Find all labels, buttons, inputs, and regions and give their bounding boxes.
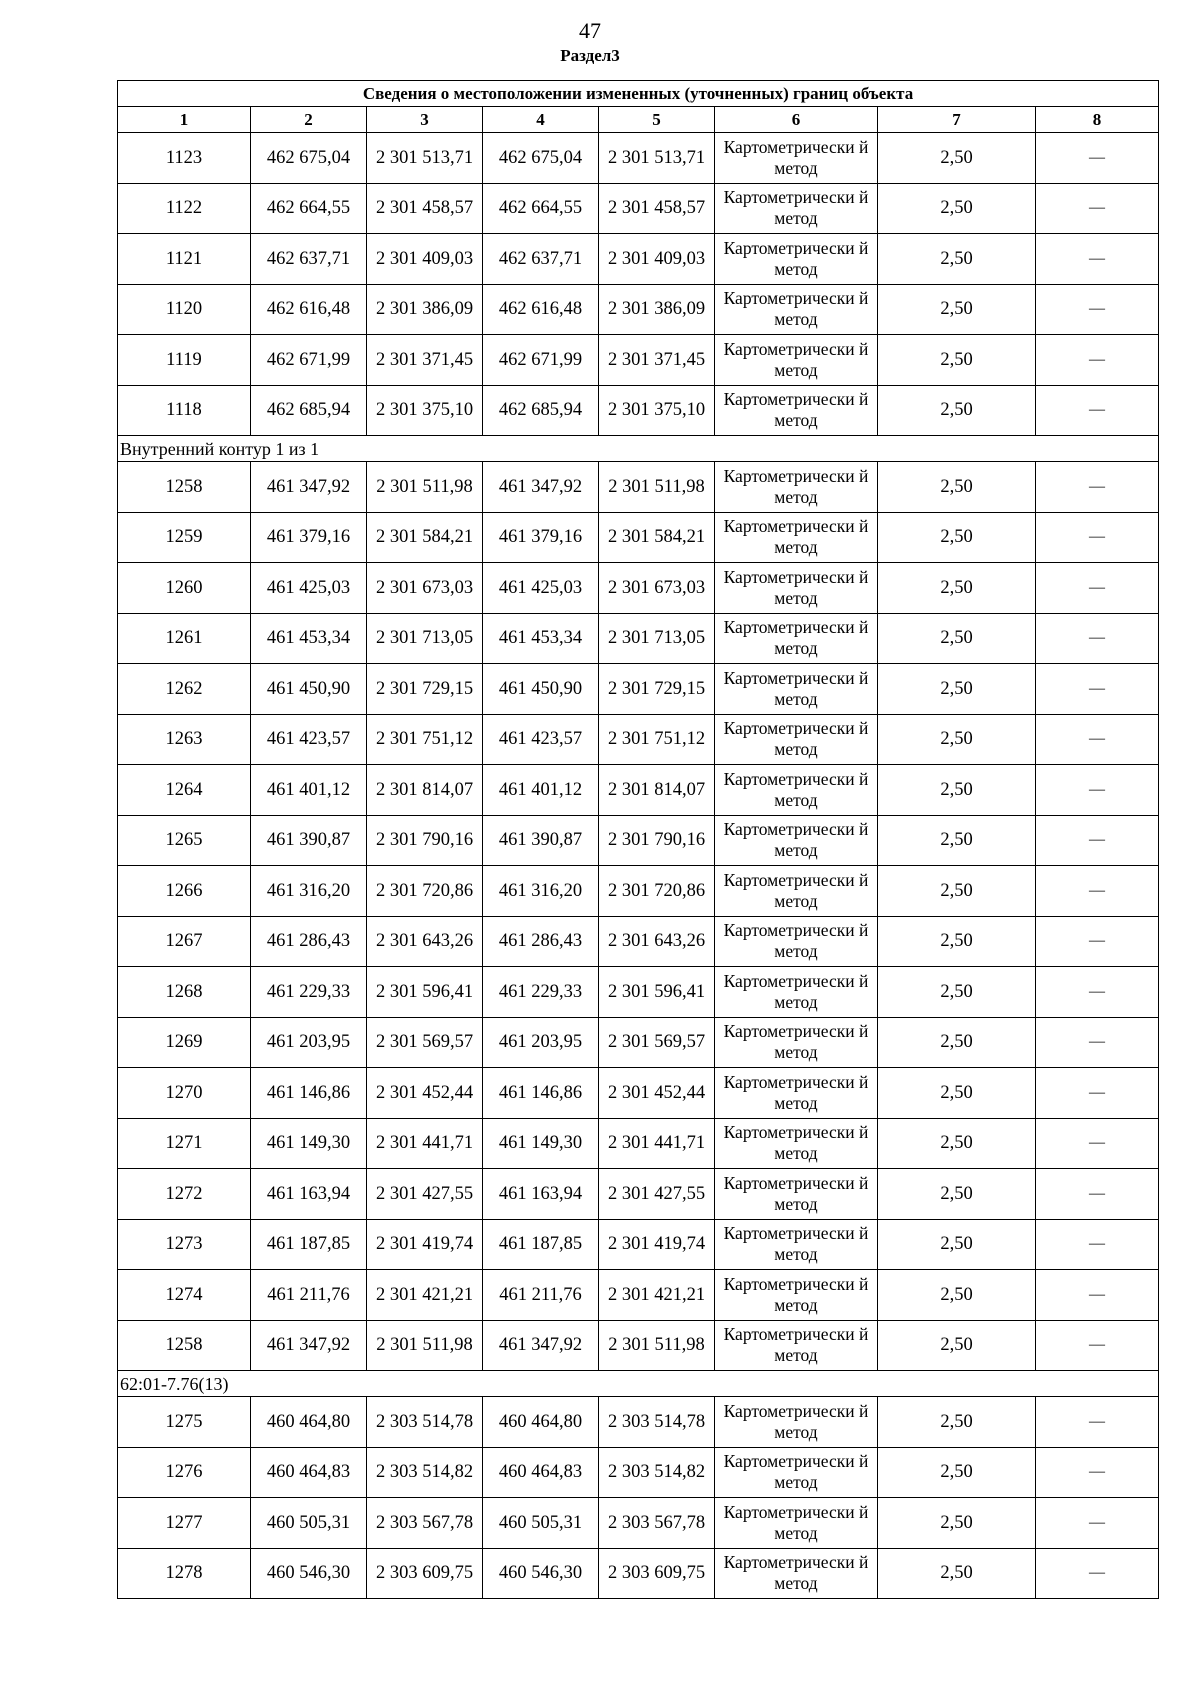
table-row <box>118 512 1159 563</box>
point-number-cell: 1262 <box>118 664 251 715</box>
y-coordinate-cell: 2 301 386,09 <box>367 284 483 335</box>
y-coordinate-cell: 2 301 569,57 <box>367 1017 483 1068</box>
y-coordinate-cell: 2 301 421,21 <box>367 1270 483 1321</box>
description-cell: — <box>1036 284 1159 335</box>
x-coordinate-cell: 461 401,12 <box>251 765 367 816</box>
column-number-row <box>118 107 1159 133</box>
method-cell: Картометрически й метод <box>715 916 878 967</box>
precision-cell: 2,50 <box>878 1068 1036 1119</box>
table-row <box>118 1270 1159 1321</box>
description-cell: — <box>1036 613 1159 664</box>
x-coordinate-new-cell: 460 464,80 <box>483 1397 599 1448</box>
table-row <box>118 1498 1159 1549</box>
x-coordinate-new-cell: 460 546,30 <box>483 1548 599 1599</box>
table-row <box>118 563 1159 614</box>
method-cell: Картометрически й метод <box>715 1068 878 1119</box>
table-row <box>118 664 1159 715</box>
y-coordinate-cell: 2 301 409,03 <box>367 234 483 285</box>
table-body <box>118 133 1159 1599</box>
column-number: 6 <box>715 107 878 133</box>
table-row <box>118 765 1159 816</box>
method-cell: Картометрически й метод <box>715 664 878 715</box>
y-coordinate-cell: 2 301 441,71 <box>367 1118 483 1169</box>
description-cell: — <box>1036 1270 1159 1321</box>
table-row <box>118 815 1159 866</box>
table-row <box>118 1219 1159 1270</box>
x-coordinate-new-cell: 461 347,92 <box>483 462 599 513</box>
method-cell: Картометрически й метод <box>715 1397 878 1448</box>
description-cell: — <box>1036 133 1159 184</box>
x-coordinate-cell: 461 146,86 <box>251 1068 367 1119</box>
x-coordinate-new-cell: 461 425,03 <box>483 563 599 614</box>
x-coordinate-new-cell: 462 616,48 <box>483 284 599 335</box>
precision-cell: 2,50 <box>878 1320 1036 1371</box>
y-coordinate-cell: 2 301 814,07 <box>367 765 483 816</box>
x-coordinate-cell: 461 425,03 <box>251 563 367 614</box>
x-coordinate-new-cell: 461 286,43 <box>483 916 599 967</box>
method-cell: Картометрически й метод <box>715 866 878 917</box>
page-number: 47 <box>579 18 601 43</box>
x-coordinate-cell: 461 347,92 <box>251 462 367 513</box>
x-coordinate-cell: 460 464,83 <box>251 1447 367 1498</box>
method-cell: Картометрически й метод <box>715 462 878 513</box>
y-coordinate-cell: 2 301 596,41 <box>367 967 483 1018</box>
y-coordinate-new-cell: 2 301 814,07 <box>599 765 715 816</box>
description-cell: — <box>1036 1397 1159 1448</box>
point-number-cell: 1264 <box>118 765 251 816</box>
table-row <box>118 183 1159 234</box>
x-coordinate-new-cell: 461 347,92 <box>483 1320 599 1371</box>
y-coordinate-cell: 2 301 729,15 <box>367 664 483 715</box>
x-coordinate-new-cell: 461 149,30 <box>483 1118 599 1169</box>
x-coordinate-new-cell: 460 464,83 <box>483 1447 599 1498</box>
table-row <box>118 1118 1159 1169</box>
point-number-cell: 1258 <box>118 462 251 513</box>
point-number-cell: 1276 <box>118 1447 251 1498</box>
y-coordinate-cell: 2 301 751,12 <box>367 714 483 765</box>
precision-cell: 2,50 <box>878 1219 1036 1270</box>
point-number-cell: 1265 <box>118 815 251 866</box>
x-coordinate-cell: 461 211,76 <box>251 1270 367 1321</box>
table-row <box>118 1017 1159 1068</box>
precision-cell: 2,50 <box>878 714 1036 765</box>
x-coordinate-new-cell: 461 229,33 <box>483 967 599 1018</box>
y-coordinate-cell: 2 301 584,21 <box>367 512 483 563</box>
section-title: Раздел3 <box>560 46 620 65</box>
description-cell: — <box>1036 765 1159 816</box>
method-cell: Картометрически й метод <box>715 1270 878 1321</box>
method-cell: Картометрически й метод <box>715 1498 878 1549</box>
method-cell: Картометрически й метод <box>715 1017 878 1068</box>
y-coordinate-new-cell: 2 301 729,15 <box>599 664 715 715</box>
point-number-cell: 1269 <box>118 1017 251 1068</box>
y-coordinate-new-cell: 2 303 609,75 <box>599 1548 715 1599</box>
method-cell: Картометрически й метод <box>715 335 878 386</box>
method-cell: Картометрически й метод <box>715 1548 878 1599</box>
y-coordinate-cell: 2 301 511,98 <box>367 462 483 513</box>
column-number: 1 <box>118 107 251 133</box>
table-row <box>118 1068 1159 1119</box>
description-cell: — <box>1036 1219 1159 1270</box>
x-coordinate-cell: 461 450,90 <box>251 664 367 715</box>
description-cell: — <box>1036 1068 1159 1119</box>
y-coordinate-new-cell: 2 301 409,03 <box>599 234 715 285</box>
y-coordinate-new-cell: 2 301 584,21 <box>599 512 715 563</box>
point-number-cell: 1273 <box>118 1219 251 1270</box>
description-cell: — <box>1036 1447 1159 1498</box>
y-coordinate-new-cell: 2 301 751,12 <box>599 714 715 765</box>
description-cell: — <box>1036 1118 1159 1169</box>
y-coordinate-new-cell: 2 301 513,71 <box>599 133 715 184</box>
x-coordinate-cell: 462 637,71 <box>251 234 367 285</box>
description-cell: — <box>1036 967 1159 1018</box>
x-coordinate-cell: 461 316,20 <box>251 866 367 917</box>
method-cell: Картометрически й метод <box>715 815 878 866</box>
description-cell: — <box>1036 714 1159 765</box>
y-coordinate-new-cell: 2 301 673,03 <box>599 563 715 614</box>
method-cell: Картометрически й метод <box>715 613 878 664</box>
y-coordinate-new-cell: 2 301 441,71 <box>599 1118 715 1169</box>
x-coordinate-cell: 462 675,04 <box>251 133 367 184</box>
x-coordinate-new-cell: 461 316,20 <box>483 866 599 917</box>
y-coordinate-new-cell: 2 303 514,82 <box>599 1447 715 1498</box>
x-coordinate-cell: 462 616,48 <box>251 284 367 335</box>
x-coordinate-new-cell: 462 664,55 <box>483 183 599 234</box>
contour-row <box>118 436 1159 462</box>
x-coordinate-new-cell: 462 671,99 <box>483 335 599 386</box>
x-coordinate-cell: 461 203,95 <box>251 1017 367 1068</box>
point-number-cell: 1119 <box>118 335 251 386</box>
x-coordinate-new-cell: 460 505,31 <box>483 1498 599 1549</box>
y-coordinate-cell: 2 301 458,57 <box>367 183 483 234</box>
precision-cell: 2,50 <box>878 765 1036 816</box>
column-number: 8 <box>1036 107 1159 133</box>
precision-cell: 2,50 <box>878 1118 1036 1169</box>
y-coordinate-new-cell: 2 301 569,57 <box>599 1017 715 1068</box>
x-coordinate-new-cell: 462 637,71 <box>483 234 599 285</box>
coordinates-table <box>117 80 1159 1599</box>
method-cell: Картометрически й метод <box>715 234 878 285</box>
contour-row <box>118 1371 1159 1397</box>
x-coordinate-new-cell: 462 685,94 <box>483 385 599 436</box>
precision-cell: 2,50 <box>878 335 1036 386</box>
table-title: Сведения о местоположении измененных (уточненных) границ объекта <box>118 81 1159 107</box>
method-cell: Картометрически й метод <box>715 1320 878 1371</box>
precision-cell: 2,50 <box>878 512 1036 563</box>
precision-cell: 2,50 <box>878 664 1036 715</box>
point-number-cell: 1121 <box>118 234 251 285</box>
precision-cell: 2,50 <box>878 1447 1036 1498</box>
y-coordinate-new-cell: 2 301 511,98 <box>599 462 715 513</box>
precision-cell: 2,50 <box>878 133 1036 184</box>
y-coordinate-cell: 2 301 673,03 <box>367 563 483 614</box>
point-number-cell: 1263 <box>118 714 251 765</box>
y-coordinate-cell: 2 301 375,10 <box>367 385 483 436</box>
y-coordinate-cell: 2 301 511,98 <box>367 1320 483 1371</box>
y-coordinate-new-cell: 2 301 421,21 <box>599 1270 715 1321</box>
y-coordinate-cell: 2 301 713,05 <box>367 613 483 664</box>
point-number-cell: 1122 <box>118 183 251 234</box>
y-coordinate-cell: 2 303 609,75 <box>367 1548 483 1599</box>
precision-cell: 2,50 <box>878 1397 1036 1448</box>
y-coordinate-cell: 2 303 514,78 <box>367 1397 483 1448</box>
precision-cell: 2,50 <box>878 866 1036 917</box>
description-cell: — <box>1036 183 1159 234</box>
precision-cell: 2,50 <box>878 967 1036 1018</box>
table-row <box>118 462 1159 513</box>
precision-cell: 2,50 <box>878 284 1036 335</box>
description-cell: — <box>1036 916 1159 967</box>
y-coordinate-new-cell: 2 301 720,86 <box>599 866 715 917</box>
y-coordinate-cell: 2 301 371,45 <box>367 335 483 386</box>
x-coordinate-cell: 462 685,94 <box>251 385 367 436</box>
table-row <box>118 234 1159 285</box>
method-cell: Картометрически й метод <box>715 1219 878 1270</box>
y-coordinate-new-cell: 2 301 452,44 <box>599 1068 715 1119</box>
precision-cell: 2,50 <box>878 1498 1036 1549</box>
method-cell: Картометрически й метод <box>715 284 878 335</box>
column-number: 7 <box>878 107 1036 133</box>
precision-cell: 2,50 <box>878 1270 1036 1321</box>
x-coordinate-new-cell: 461 187,85 <box>483 1219 599 1270</box>
y-coordinate-new-cell: 2 301 790,16 <box>599 815 715 866</box>
table-row <box>118 967 1159 1018</box>
point-number-cell: 1268 <box>118 967 251 1018</box>
table-row <box>118 1169 1159 1220</box>
point-number-cell: 1274 <box>118 1270 251 1321</box>
y-coordinate-cell: 2 301 790,16 <box>367 815 483 866</box>
x-coordinate-new-cell: 461 203,95 <box>483 1017 599 1068</box>
table-row <box>118 335 1159 386</box>
x-coordinate-cell: 461 453,34 <box>251 613 367 664</box>
description-cell: — <box>1036 462 1159 513</box>
description-cell: — <box>1036 234 1159 285</box>
point-number-cell: 1267 <box>118 916 251 967</box>
x-coordinate-cell: 461 379,16 <box>251 512 367 563</box>
precision-cell: 2,50 <box>878 563 1036 614</box>
description-cell: — <box>1036 866 1159 917</box>
y-coordinate-new-cell: 2 301 713,05 <box>599 613 715 664</box>
point-number-cell: 1123 <box>118 133 251 184</box>
method-cell: Картометрически й метод <box>715 133 878 184</box>
x-coordinate-cell: 460 505,31 <box>251 1498 367 1549</box>
x-coordinate-new-cell: 461 379,16 <box>483 512 599 563</box>
y-coordinate-cell: 2 303 514,82 <box>367 1447 483 1498</box>
x-coordinate-cell: 461 390,87 <box>251 815 367 866</box>
x-coordinate-cell: 460 546,30 <box>251 1548 367 1599</box>
table-row <box>118 1548 1159 1599</box>
description-cell: — <box>1036 1548 1159 1599</box>
y-coordinate-new-cell: 2 301 427,55 <box>599 1169 715 1220</box>
method-cell: Картометрически й метод <box>715 512 878 563</box>
point-number-cell: 1258 <box>118 1320 251 1371</box>
description-cell: — <box>1036 1498 1159 1549</box>
point-number-cell: 1272 <box>118 1169 251 1220</box>
y-coordinate-cell: 2 301 419,74 <box>367 1219 483 1270</box>
table-row <box>118 866 1159 917</box>
table-row <box>118 613 1159 664</box>
y-coordinate-new-cell: 2 301 419,74 <box>599 1219 715 1270</box>
precision-cell: 2,50 <box>878 613 1036 664</box>
y-coordinate-cell: 2 301 720,86 <box>367 866 483 917</box>
point-number-cell: 1270 <box>118 1068 251 1119</box>
precision-cell: 2,50 <box>878 385 1036 436</box>
y-coordinate-cell: 2 301 452,44 <box>367 1068 483 1119</box>
y-coordinate-new-cell: 2 303 514,78 <box>599 1397 715 1448</box>
x-coordinate-cell: 460 464,80 <box>251 1397 367 1448</box>
precision-cell: 2,50 <box>878 462 1036 513</box>
x-coordinate-cell: 461 163,94 <box>251 1169 367 1220</box>
table-title-row <box>118 81 1159 107</box>
y-coordinate-new-cell: 2 301 458,57 <box>599 183 715 234</box>
description-cell: — <box>1036 512 1159 563</box>
y-coordinate-new-cell: 2 301 371,45 <box>599 335 715 386</box>
y-coordinate-cell: 2 303 567,78 <box>367 1498 483 1549</box>
point-number-cell: 1277 <box>118 1498 251 1549</box>
x-coordinate-new-cell: 462 675,04 <box>483 133 599 184</box>
point-number-cell: 1118 <box>118 385 251 436</box>
precision-cell: 2,50 <box>878 1548 1036 1599</box>
description-cell: — <box>1036 385 1159 436</box>
contour-label: 62:01-7.76(13) <box>118 1371 1159 1397</box>
precision-cell: 2,50 <box>878 916 1036 967</box>
y-coordinate-new-cell: 2 303 567,78 <box>599 1498 715 1549</box>
point-number-cell: 1271 <box>118 1118 251 1169</box>
table-row <box>118 385 1159 436</box>
table-row <box>118 1397 1159 1448</box>
y-coordinate-cell: 2 301 427,55 <box>367 1169 483 1220</box>
method-cell: Картометрически й метод <box>715 385 878 436</box>
x-coordinate-new-cell: 461 390,87 <box>483 815 599 866</box>
table-row <box>118 916 1159 967</box>
column-number: 5 <box>599 107 715 133</box>
x-coordinate-new-cell: 461 450,90 <box>483 664 599 715</box>
table-row <box>118 1320 1159 1371</box>
precision-cell: 2,50 <box>878 1017 1036 1068</box>
column-number: 2 <box>251 107 367 133</box>
point-number-cell: 1259 <box>118 512 251 563</box>
y-coordinate-new-cell: 2 301 596,41 <box>599 967 715 1018</box>
x-coordinate-new-cell: 461 401,12 <box>483 765 599 816</box>
point-number-cell: 1278 <box>118 1548 251 1599</box>
x-coordinate-cell: 462 671,99 <box>251 335 367 386</box>
precision-cell: 2,50 <box>878 183 1036 234</box>
y-coordinate-cell: 2 301 513,71 <box>367 133 483 184</box>
table-row <box>118 714 1159 765</box>
table-row <box>118 284 1159 335</box>
table-row <box>118 1447 1159 1498</box>
description-cell: — <box>1036 335 1159 386</box>
description-cell: — <box>1036 563 1159 614</box>
y-coordinate-new-cell: 2 301 386,09 <box>599 284 715 335</box>
y-coordinate-new-cell: 2 301 643,26 <box>599 916 715 967</box>
method-cell: Картометрически й метод <box>715 714 878 765</box>
x-coordinate-new-cell: 461 453,34 <box>483 613 599 664</box>
y-coordinate-cell: 2 301 643,26 <box>367 916 483 967</box>
column-number: 3 <box>367 107 483 133</box>
description-cell: — <box>1036 1017 1159 1068</box>
x-coordinate-cell: 461 423,57 <box>251 714 367 765</box>
precision-cell: 2,50 <box>878 1169 1036 1220</box>
column-number: 4 <box>483 107 599 133</box>
table-row <box>118 133 1159 184</box>
method-cell: Картометрически й метод <box>715 765 878 816</box>
y-coordinate-new-cell: 2 301 511,98 <box>599 1320 715 1371</box>
description-cell: — <box>1036 1169 1159 1220</box>
x-coordinate-cell: 461 229,33 <box>251 967 367 1018</box>
description-cell: — <box>1036 815 1159 866</box>
method-cell: Картометрически й метод <box>715 1169 878 1220</box>
method-cell: Картометрически й метод <box>715 1118 878 1169</box>
method-cell: Картометрически й метод <box>715 563 878 614</box>
x-coordinate-cell: 461 149,30 <box>251 1118 367 1169</box>
x-coordinate-new-cell: 461 163,94 <box>483 1169 599 1220</box>
x-coordinate-new-cell: 461 211,76 <box>483 1270 599 1321</box>
x-coordinate-cell: 461 347,92 <box>251 1320 367 1371</box>
x-coordinate-cell: 461 187,85 <box>251 1219 367 1270</box>
x-coordinate-cell: 461 286,43 <box>251 916 367 967</box>
method-cell: Картометрически й метод <box>715 1447 878 1498</box>
y-coordinate-new-cell: 2 301 375,10 <box>599 385 715 436</box>
method-cell: Картометрически й метод <box>715 183 878 234</box>
point-number-cell: 1266 <box>118 866 251 917</box>
point-number-cell: 1120 <box>118 284 251 335</box>
point-number-cell: 1260 <box>118 563 251 614</box>
description-cell: — <box>1036 1320 1159 1371</box>
precision-cell: 2,50 <box>878 815 1036 866</box>
x-coordinate-new-cell: 461 423,57 <box>483 714 599 765</box>
point-number-cell: 1275 <box>118 1397 251 1448</box>
x-coordinate-new-cell: 461 146,86 <box>483 1068 599 1119</box>
description-cell: — <box>1036 664 1159 715</box>
x-coordinate-cell: 462 664,55 <box>251 183 367 234</box>
coordinates-table-container <box>117 80 1158 1599</box>
precision-cell: 2,50 <box>878 234 1036 285</box>
contour-label: Внутренний контур 1 из 1 <box>118 436 1159 462</box>
point-number-cell: 1261 <box>118 613 251 664</box>
method-cell: Картометрически й метод <box>715 967 878 1018</box>
